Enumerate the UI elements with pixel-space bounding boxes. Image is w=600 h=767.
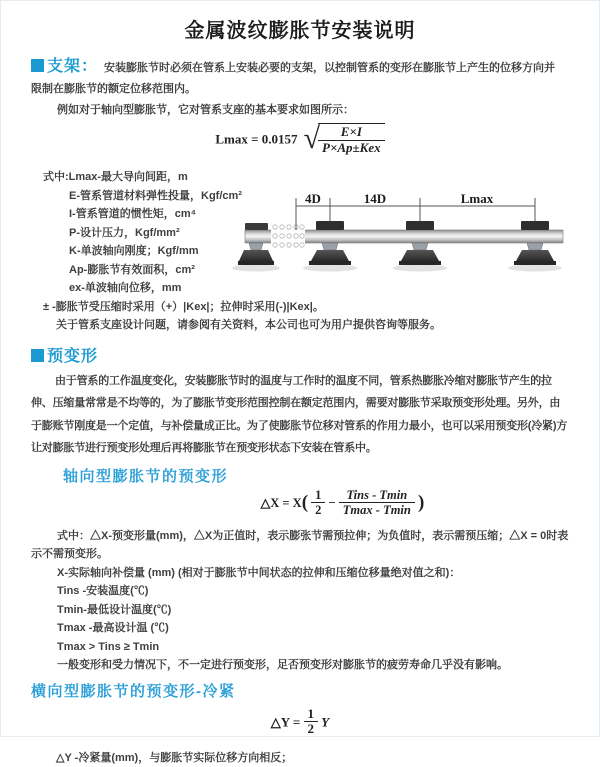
half-denominator: 2	[304, 722, 319, 737]
definition-line: K-单波轴向刚度；Kgf/mm	[43, 242, 278, 261]
support-section	[31, 56, 573, 121]
paragraph-line: 伸、压缩量常常是不均等的，为了膨胀节变形范围控制在额定范围内，需要对膨胀节采取预变形处理。另外，由	[31, 392, 577, 415]
blue-square-icon	[31, 59, 44, 72]
definition-line: ex-单波轴向位移，mm	[43, 279, 278, 298]
half-numerator: 1	[304, 707, 319, 723]
half-fraction	[304, 707, 319, 738]
axial-line: 一般变形和受力情况下，不一定进行预变形，足否预变形对膨胀节的疲劳寿命几乎没有影响。	[31, 656, 573, 675]
section-header-preform	[31, 343, 599, 366]
half-numerator: 1	[311, 488, 325, 503]
formula-lmax	[1, 123, 599, 161]
support-shadow	[303, 265, 357, 272]
definition-line: Ap-膨胀节有效面积，cm²	[43, 261, 278, 280]
open-paren: (	[302, 491, 308, 512]
formula-lateral-rhs: Y	[321, 714, 329, 729]
page-title: 金属波纹膨胀节安装说明	[1, 1, 599, 43]
temperature-fraction	[339, 488, 415, 518]
support-line-3: 例如对于轴向型膨胀节，它对管系支座的基本要求如图所示：	[31, 100, 573, 121]
kex-sign-note: ± -膨胀节受压缩时采用（+）|Kex|；拉伸时采用(-)|Kex|。	[43, 298, 599, 317]
sqrt-radical-glyph: √	[304, 122, 320, 155]
axial-explanation	[31, 527, 573, 675]
support-line-2: 限制在膨胀节的额定位移范围内。	[31, 79, 573, 100]
close-paren: )	[418, 491, 424, 512]
paragraph-line: 于膨账节刚度是一个定值，与补偿量成正比。为了使膨胀节位移对管系的作用力最小，也可以采用预变形(冷紧)方	[31, 415, 577, 438]
sqrt-vinculum	[318, 123, 385, 156]
consulting-note: 关于管系支座设计问题，请参阅有关资料，本公司也可为用户提供咨询等服务。	[56, 316, 599, 335]
axial-line: Tins -安装温度(℃)	[31, 582, 573, 601]
axial-line: Tmax -最高设计温 (℃)	[31, 619, 573, 638]
definition-line: I-管系管道的惯性矩，cm⁴	[43, 205, 278, 224]
half-denominator: 2	[311, 503, 325, 517]
definition-line: E-管系管道材料弹性投量，Kgf/cm²	[43, 187, 278, 206]
dim-label-lmax: Lmax	[461, 191, 494, 206]
subheader-lateral-preform: 横向型膨胀节的预变形-冷紧	[31, 680, 599, 701]
subheader-axial-preform: 轴向型膨胀节的预变形	[63, 465, 599, 486]
axial-line: Tmin-最低设计温度(℃)	[31, 601, 573, 620]
support-shadow	[232, 265, 280, 272]
dim-label-4d: 4D	[305, 191, 321, 206]
formula-lateral-preform	[1, 707, 599, 739]
axial-line: X-实际轴向补偿量 (mm) (相对于膨胀节中间状态的拉伸和压缩位移量绝对值之和)：	[31, 564, 573, 583]
definition-line: P-设计压力，Kgf/mm²	[43, 224, 278, 243]
formula-lmax-numerator: E×I	[318, 125, 385, 141]
symbol-definitions	[43, 168, 278, 298]
half-fraction	[311, 488, 325, 518]
cold-tightening-note: △Y -冷紧量(mm)，与膨胀节实际位移方向相反；	[56, 749, 599, 767]
anchor-support	[238, 223, 274, 265]
axial-line: Tmax > Tins ≥ Tmin	[31, 638, 573, 657]
temp-numerator: Tins - Tmin	[339, 488, 415, 503]
definition-line: 式中:Lmax-最大导向间距，m	[43, 168, 278, 187]
paragraph-line: 让对膨胀节进行预变形处理后再将膨胀节在预变形状态下安装在管系中。	[31, 437, 577, 460]
formula-axial-lhs: △X = X	[261, 495, 302, 509]
blue-square-icon	[31, 349, 44, 362]
formula-lmax-lhs: Lmax = 0.0157	[215, 131, 297, 146]
formula-lmax-fraction	[318, 125, 385, 156]
axial-line: 示不需预变形。	[31, 545, 573, 564]
minus-sign: −	[329, 495, 336, 509]
formula-axial-preform	[1, 488, 599, 524]
section-header-support	[31, 58, 98, 75]
preform-header-label: 预变形	[47, 348, 98, 365]
paragraph-line: 由于管系的工作温度变化，安装膨胀节时的温度与工作时的温度不同，管系热膨胀冷缩对膨胀节产生的拉	[31, 370, 577, 393]
pipe-support-diagram	[244, 193, 596, 289]
support-shadow	[393, 265, 447, 272]
temp-denominator: Tmax - Tmin	[339, 503, 415, 517]
preform-paragraph	[31, 370, 577, 460]
formula-lmax-denominator: P×Ap±Kex	[318, 141, 385, 156]
support-header-label: 支架：	[47, 58, 98, 75]
formula-lateral-lhs: △Y =	[271, 714, 301, 729]
dim-label-14d: 14D	[364, 191, 386, 206]
support-line-1-text: 安装膨胀节时必须在管系上安装必要的支架，以控制管系的变形在膨胀节上产生的位移方向并	[104, 62, 555, 74]
bellows-icon	[271, 225, 305, 247]
support-line-1	[31, 56, 573, 79]
support-shadow	[508, 265, 562, 272]
axial-line: 式中：△X-预变形量(mm)，△X为正值时，表示膨张节需预拉伸；为负值时，表示需预压缩；△X = 0时表	[31, 527, 573, 546]
